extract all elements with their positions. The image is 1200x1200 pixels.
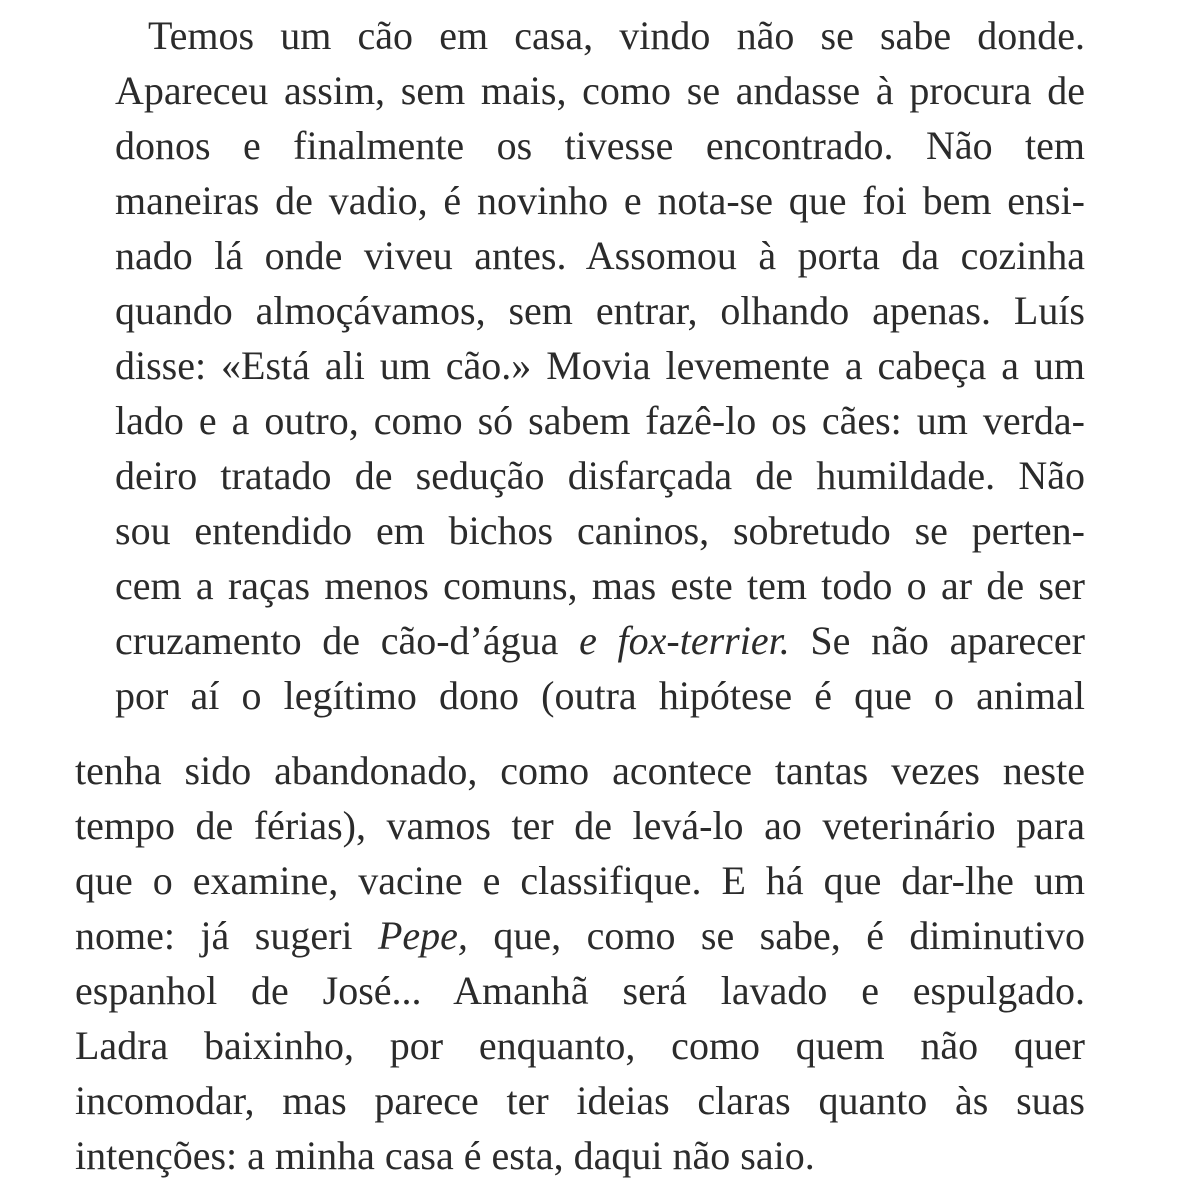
text-line: maneiras de vadio, é novinho e nota-se que foi bem ensi- xyxy=(115,178,1085,223)
text-line xyxy=(115,613,1085,668)
text-span: nome: já sugeri xyxy=(75,913,378,958)
text-line: que o examine, vacine e classifique. E há que dar-lhe um xyxy=(75,858,1085,903)
text-line: por aí o legítimo dono (outra hipótese é que o animal xyxy=(115,673,1085,718)
text-line: donos e finalmente os tivesse encontrado. Não tem xyxy=(115,123,1085,168)
text-line: Temos um cão em casa, vindo não se sabe donde. xyxy=(148,13,1085,58)
text-span: cruzamento de cão-d’água xyxy=(115,618,580,663)
text-line: deiro tratado de sedução disfarçada de humildade. Não xyxy=(115,453,1085,498)
text-line: quando almoçávamos, sem entrar, olhando apenas. Luís xyxy=(115,288,1085,333)
text-span: que, como se sabe, é diminutivo xyxy=(467,913,1085,958)
text-line: espanhol de José... Amanhã será lavado e espulgado. xyxy=(75,968,1085,1013)
text-line: tempo de férias), vamos ter de levá-lo ao veterinário para xyxy=(75,803,1085,848)
text-line xyxy=(75,908,1085,963)
text-line: cem a raças menos comuns, mas este tem todo o ar de ser xyxy=(115,563,1085,608)
text-line: nado lá onde viveu antes. Assomou à porta da cozinha xyxy=(115,233,1085,278)
text-line: tenha sido abandonado, como acontece tantas vezes neste xyxy=(75,748,1085,793)
text-line: incomodar, mas parece ter ideias claras quanto às suas xyxy=(75,1078,1085,1123)
paragraph-bottom xyxy=(75,743,1085,1183)
text-line: sou entendido em bichos caninos, sobretudo se perten- xyxy=(115,508,1085,553)
text-span: Se não aparecer xyxy=(789,618,1085,663)
text-line: intenções: a minha casa é esta, daqui não saio. xyxy=(75,1133,815,1178)
text-line: lado e a outro, como só sabem fazê-lo os cães: um verda- xyxy=(115,398,1085,443)
italic-text: e fox-terrier. xyxy=(579,618,790,663)
text-line: disse: «Está ali um cão.» Movia levemente a cabeça a um xyxy=(115,343,1085,388)
italic-text: Pepe, xyxy=(377,913,468,958)
paragraph-top xyxy=(115,8,1085,723)
text-line: Ladra baixinho, por enquanto, como quem não quer xyxy=(75,1023,1085,1068)
text-line: Apareceu assim, sem mais, como se andasse à procura de xyxy=(115,68,1085,113)
